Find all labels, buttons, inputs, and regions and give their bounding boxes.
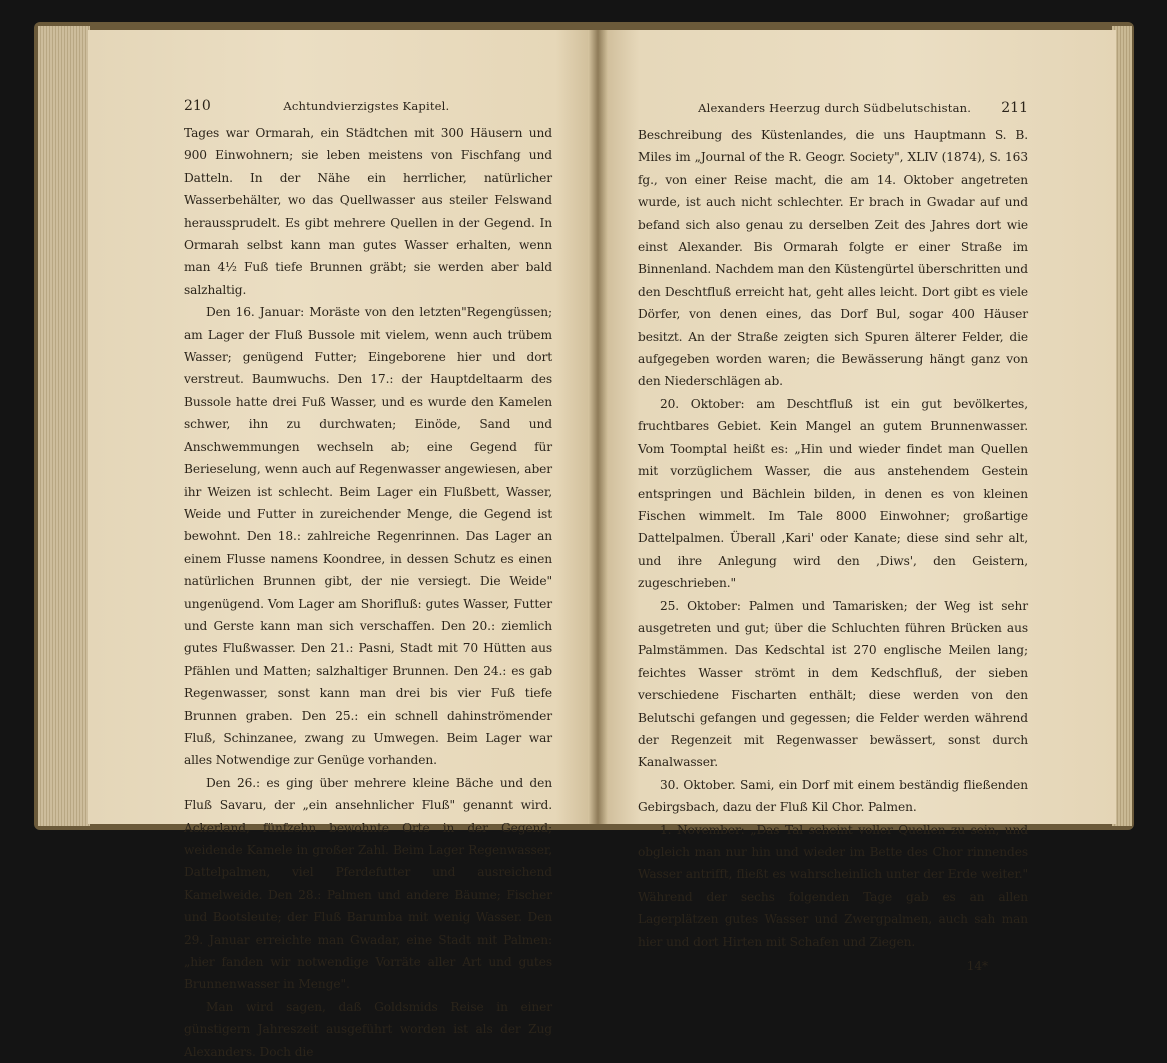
signature-mark: 14* <box>966 959 988 974</box>
paragraph: 25. Oktober: Palmen und Tamarisken; der Weg ist sehr ausgetreten und gut; über die Schluchten führen Brücken aus Palmstämmen. Das Kedschtal ist 270 englische Meilen lang; feichtes Wasser strömt in dem Kedschfluß, der sieben verschiedene Fischarten enthält; diese werden von den Belutschi gefangen und gegessen; die Felder werden während der Regenzeit mit Regenwasser bewässert, sonst durch Kanalwasser. <box>638 598 1028 770</box>
left-running-head <box>184 98 552 114</box>
paragraph: Tages war Ormarah, ein Städtchen mit 300 Häusern und 900 Einwohnern; sie leben meistens von Fischfang und Datteln. In der Nähe ein herrlicher, natürlicher Wasserbehälter, wo das Quellwasser aus steiler Felswand heraussprudelt. Es gibt mehrere Quellen in der Gegend. In Ormarah selbst kann man gutes Wasser erhalten, wenn man 4½ Fuß tiefe Brunnen gräbt; sie werden aber bald salzhaltig. <box>184 126 552 297</box>
right-page-text <box>638 124 1028 953</box>
left-page-text <box>184 122 552 1063</box>
paragraph: Beschreibung des Küstenlandes, die uns Hauptmann S. B. Miles im „Journal of the R. Geogr. Society", XLIV (1874), S. 163 fg., von einer Reise macht, die am 14. Oktober angetreten wurde, ist auch nicht schlechter. Er brach in Gwadar auf und befand sich also genau zu derselben Zeit des Jahres dort wie einst Alexander. Bis Ormarah folgte er einer Straße im Binnenland. Nachdem man den Küstengürtel überschritten und den Deschtfluß erreicht hat, geht alles leicht. Dort gibt es viele Dörfer, von denen eines, das Dorf Bul, sogar 400 Häuser besitzt. An der Straße zeigten sich Spuren älterer Felder, die aufgegeben worden waren; die Bewässerung hängt ganz von den Niederschlägen ab. <box>638 128 1028 389</box>
paragraph: 1. November: „Das Tal scheint voller Quellen zu sein, und obgleich man nur hin und wieder im Bette des Chor rinnendes Wasser antrifft, fließt es wahrscheinlich unter der Erde weiter." Während der sechs folgenden Tage gab es an allen Lagerplätzen gutes Wasser und Zwergpalmen, auch sah man hier und dort Hirten mit Schafen und Ziegen. <box>638 822 1028 949</box>
right-page <box>598 30 1116 974</box>
right-running-head <box>638 100 1028 116</box>
left-page <box>88 30 596 1059</box>
left-page-number: 210 <box>184 98 211 114</box>
paragraph: Den 26.: es ging über mehrere kleine Bäche und den Fluß Savaru, der „ein ansehnlicher Fluß" genannt wird. Ackerland, fünfzehn bewohnte Orte in der Gegend; weidende Kamele in großer Zahl. Beim Lager Regenwasser, Dattelpalmen, viel Pferdefutter und ausreichend Kamelweide. Den 28.: Palmen und andere Bäume; Fischer und Bootsleute; der Fluß Barumba mit wenig Wasser. Den 29. Januar erreichte man Gwadar, eine Stadt mit Palmen: „hier fanden wir notwendige Vorräte aller Art und gutes Brunnenwasser in Menge". <box>184 775 552 992</box>
paragraph: 20. Oktober: am Deschtfluß ist ein gut bevölkertes, fruchtbares Gebiet. Kein Mangel an gutem Brunnenwasser. Vom Toomptal heißt es: „Hin und wieder findet man Quellen mit vorzüglichem Wasser, die aus anstehendem Gestein entspringen und Bächlein bilden, in denen es von kleinen Fischen wimmelt. Im Tale 8000 Einwohner; großartige Dattelpalmen. Überall ‚Kari' oder Kanate; diese sind sehr alt, und ihre Anlegung wird den ‚Diws', den Geistern, zugeschrieben." <box>638 396 1028 591</box>
left-running-title: Achtundvierzigstes Kapitel. <box>283 99 450 113</box>
paragraph: 30. Oktober. Sami, ein Dorf mit einem beständig fließenden Gebirgsbach, dazu der Fluß Kil Chor. Palmen. <box>638 777 1028 815</box>
book-gutter <box>588 30 608 824</box>
page-edges-left <box>38 26 90 826</box>
right-running-title: Alexanders Heerzug durch Südbelutschistan. <box>698 101 972 115</box>
right-page-number: 211 <box>1001 100 1028 116</box>
paragraph: Den 16. Januar: Moräste von den letzten"Regengüssen; am Lager der Fluß Bussole mit vielem, wenn auch trübem Wasser; genügend Futter; Eingeborene hier und dort verstreut. Baumwuchs. Den 17.: der Hauptdeltaarm des Bussole hatte drei Fuß Wasser, und es wurde den Kamelen schwer, ihn zu durchwaten; Einöde, Sand und Anschwemmungen wechseln ab; eine Gegend für Berieselung, wenn auch auf Regenwasser angewiesen, aber ihr Weizen ist schlecht. Beim Lager ein Flußbett, Wasser, Weide und Futter in zureichender Menge, die Gegend ist bewohnt. Den 18.: zahlreiche Regenrinnen. Das Lager an einem Flusse namens Koondree, in dessen Schutz es einen natürlichen Brunnen gibt, der nie versiegt. Die Weide" ungenügend. Vom Lager am Shorifluß: gutes Wasser, Futter und Gerste kann man sich verschaffen. Den 20.: ziemlich gutes Flußwasser. Den 21.: Pasni, Stadt mit 70 Hütten aus Pfählen und Matten; salzhaltiger Brunnen. Den 24.: es gab Regenwasser, sonst kann man drei bis vier Fuß tiefe Brunnen graben. Den 25.: ein schnell dahinströmender Fluß, Schinzanee, zwang zu Umwegen. Beim Lager war alles Notwendige zur Genüge vorhanden. <box>184 305 552 768</box>
paragraph: Man wird sagen, daß Goldsmids Reise in einer günstigern Jahreszeit ausgeführt worden ist als der Zug Alexanders. Doch die <box>184 999 552 1059</box>
